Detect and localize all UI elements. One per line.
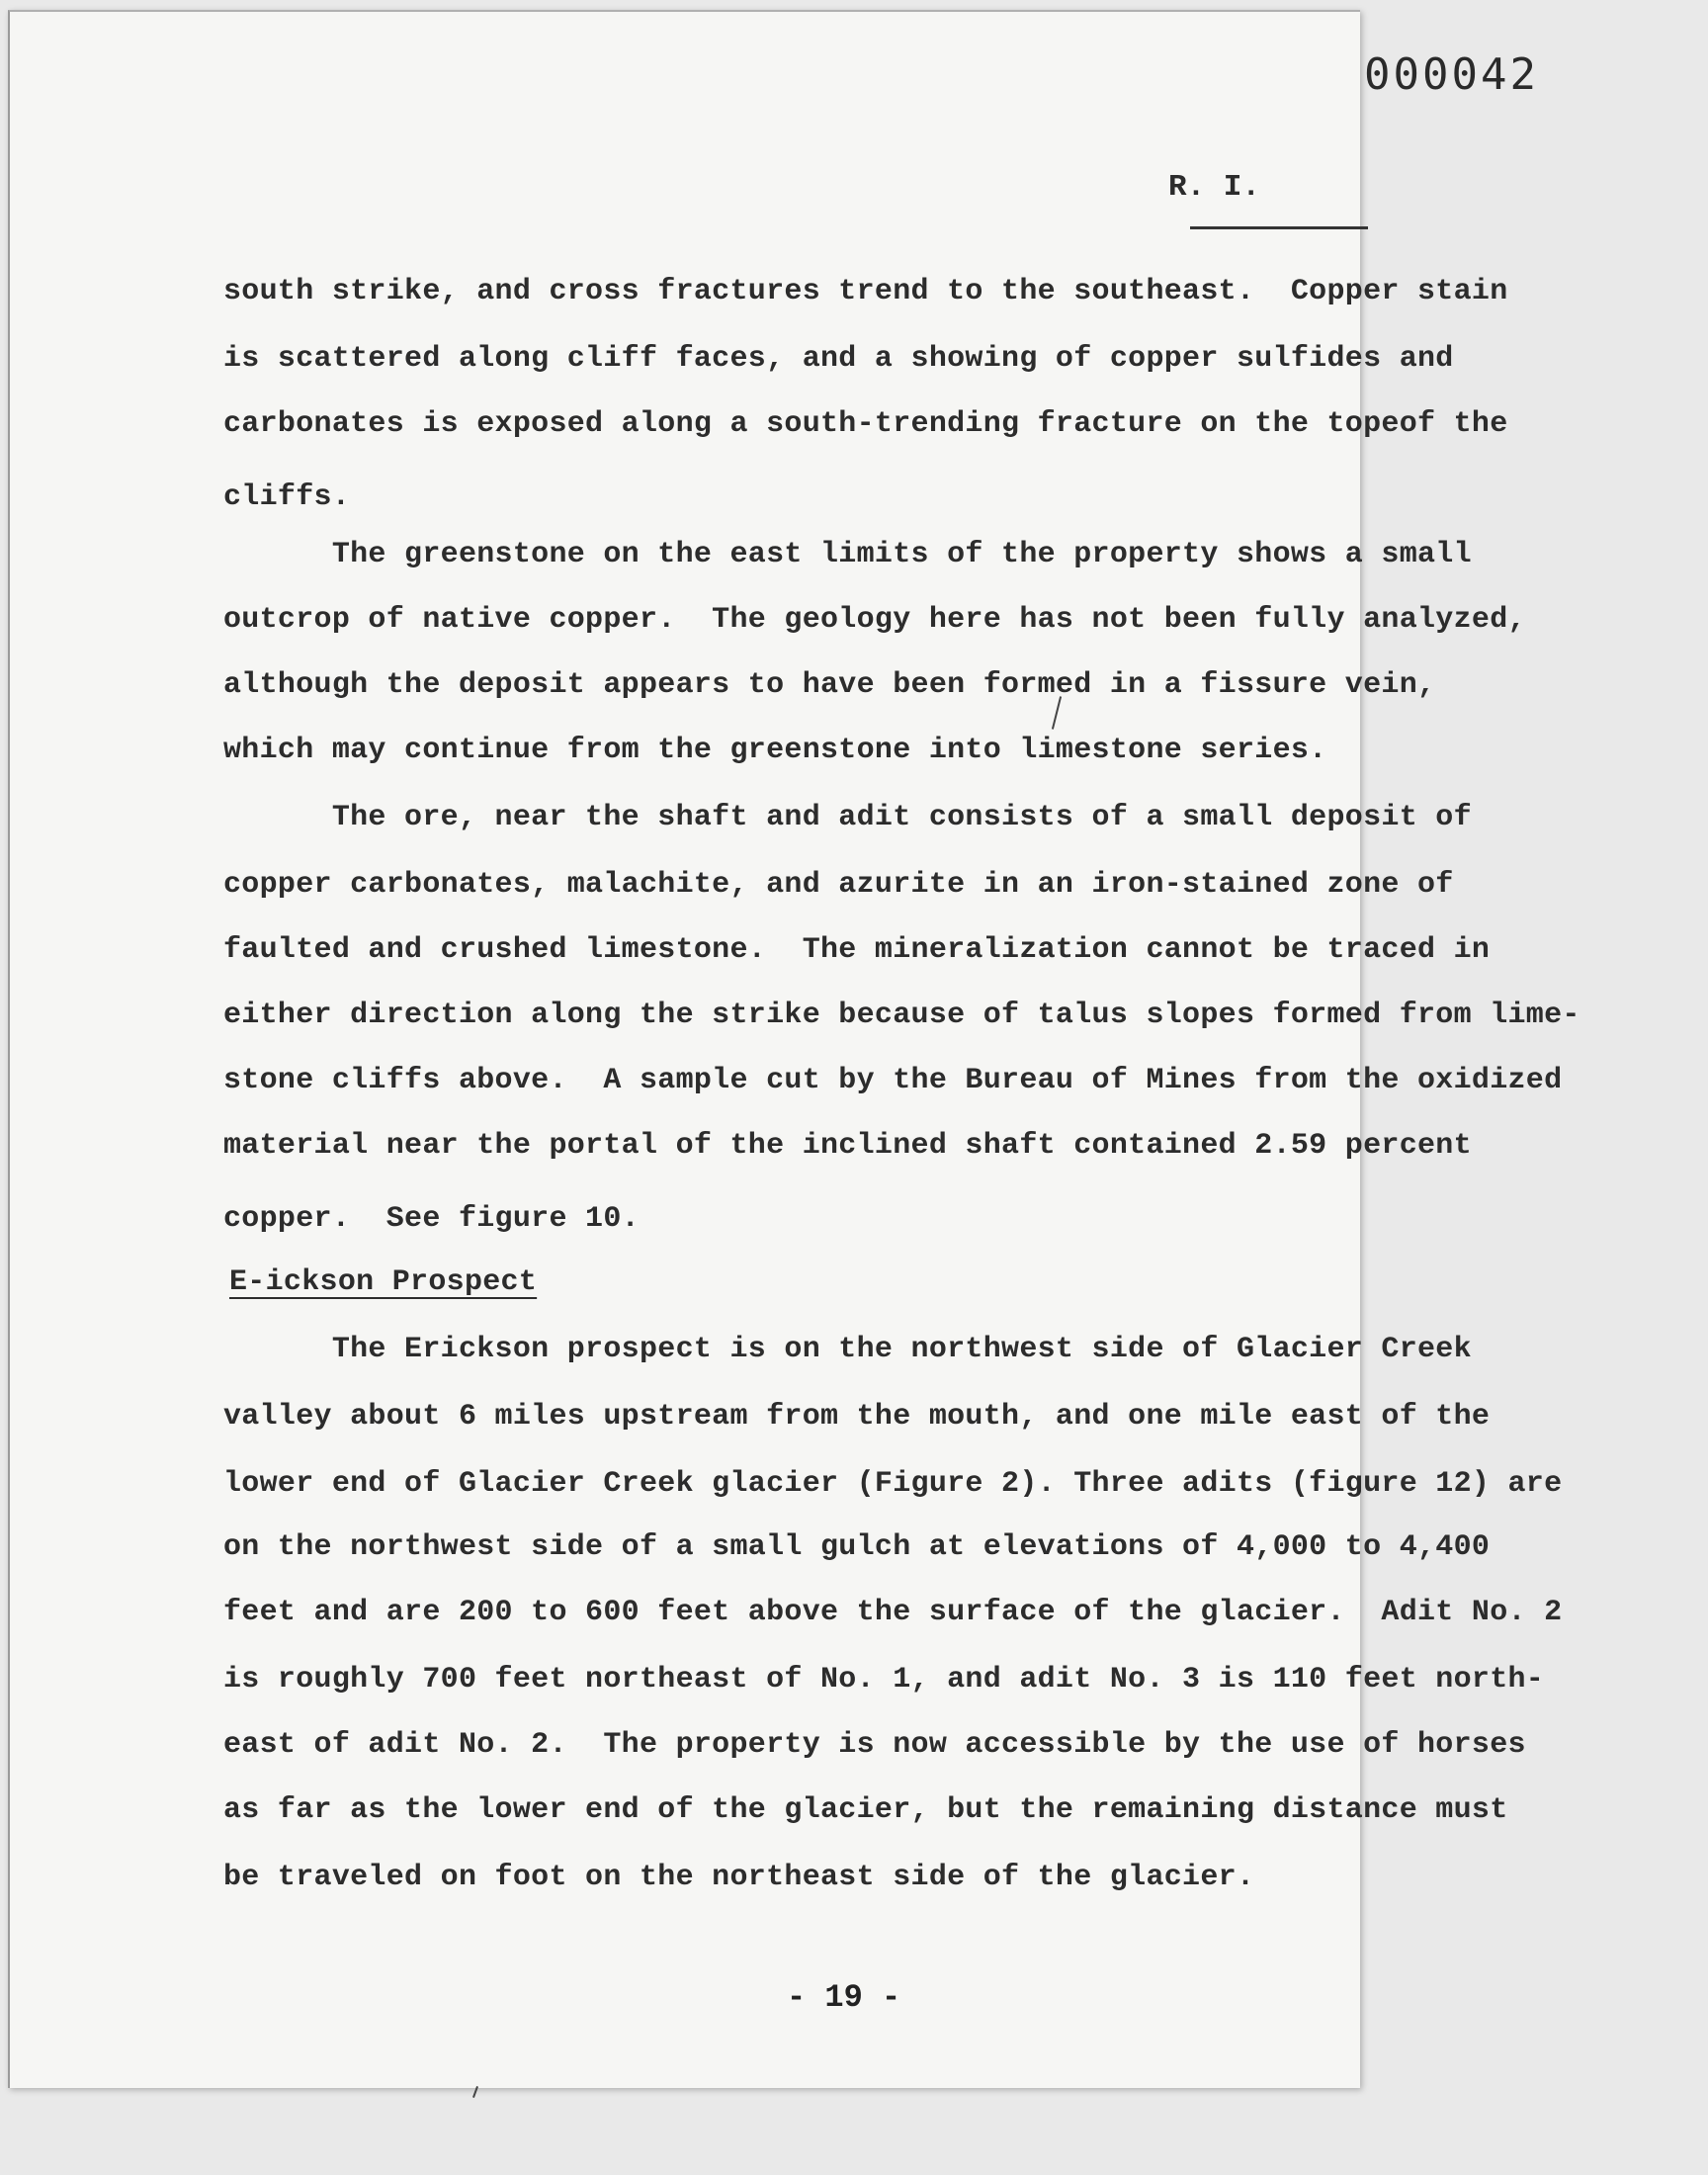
text-line: feet and are 200 to 600 feet above the surface of the glacier. Adit No. 2 <box>223 1596 1563 1629</box>
text-line: The ore, near the shaft and adit consists of a small deposit of <box>223 801 1472 834</box>
text-line: as far as the lower end of the glacier, but the remaining distance must <box>223 1793 1508 1827</box>
document-page <box>8 10 1580 2088</box>
text-line: either direction along the strike because of talus slopes formed from lime- <box>223 999 1580 1032</box>
text-line: carbonates is exposed along a south-trending fracture on the topeof the <box>223 407 1508 441</box>
text-line: copper carbonates, malachite, and azurite in an iron-stained zone of <box>223 868 1454 902</box>
text-line: which may continue from the greenstone into limestone series. <box>223 734 1327 767</box>
text-line: although the deposit appears to have been formed in a fissure vein, <box>223 668 1436 702</box>
report-label <box>1168 170 1368 239</box>
report-number-blank <box>1190 226 1368 229</box>
text-line: be traveled on foot on the northeast side of the glacier. <box>223 1861 1255 1894</box>
text-line: The Erickson prospect is on the northwest side of Glacier Creek <box>223 1333 1472 1366</box>
page-number: - 19 - <box>787 1979 901 2016</box>
text-line: is roughly 700 feet northeast of No. 1, and adit No. 3 is 110 feet north- <box>223 1663 1545 1696</box>
report-label-text: R. I. <box>1168 170 1261 205</box>
text-line: stone cliffs above. A sample cut by the Bureau of Mines from the oxidized <box>223 1064 1563 1097</box>
text-line: outcrop of native copper. The geology here has not been fully analyzed, <box>223 603 1526 637</box>
text-line: copper. See figure 10. <box>223 1202 640 1236</box>
text-line: south strike, and cross fractures trend to the southeast. Copper stain <box>223 275 1508 308</box>
text-line: valley about 6 miles upstream from the mouth, and one mile east of the <box>223 1400 1491 1434</box>
pencil-mark <box>472 2086 478 2098</box>
document-stamp-number: 000042 <box>1364 49 1539 100</box>
section-heading: E-ickson Prospect <box>229 1265 538 1299</box>
text-line: east of adit No. 2. The property is now accessible by the use of horses <box>223 1728 1526 1762</box>
text-line: lower end of Glacier Creek glacier (Figure 2). Three adits (figure 12) are <box>223 1467 1563 1501</box>
text-line: cliffs. <box>223 480 351 514</box>
text-line: is scattered along cliff faces, and a showing of copper sulfides and <box>223 342 1454 376</box>
text-line: on the northwest side of a small gulch at elevations of 4,000 to 4,400 <box>223 1530 1491 1564</box>
text-line: faulted and crushed limestone. The mineralization cannot be traced in <box>223 933 1491 967</box>
text-line: material near the portal of the inclined shaft contained 2.59 percent <box>223 1129 1472 1163</box>
text-line: The greenstone on the east limits of the property shows a small <box>223 538 1472 571</box>
